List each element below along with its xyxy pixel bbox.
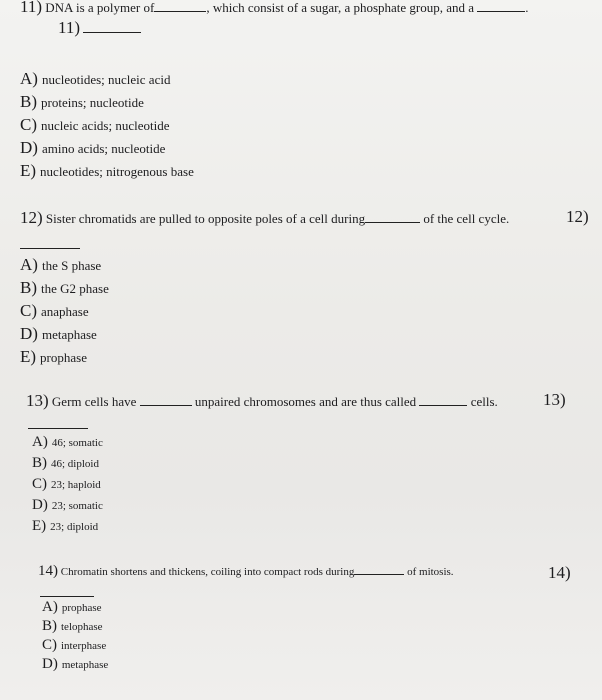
answer-blank [365,211,420,223]
stem-text: , which consist of a sugar, a phosphate group, and a [206,0,475,15]
choice-letter: B) [20,92,37,111]
choice-c[interactable] [32,476,101,493]
question-number: 14) [38,563,58,579]
side-question-number: 13) [543,390,566,409]
choice-letter: C) [20,115,37,134]
choice-text: prophase [40,350,87,365]
choice-text: 46; somatic [51,437,103,449]
choice-c[interactable] [42,637,106,654]
stem-text: Sister chromatids are pulled to opposite poles of a cell during [45,211,366,226]
choice-text: amino acids; nucleotide [41,141,166,156]
answer-blank [419,394,467,406]
choice-letter: E) [20,161,37,180]
stem-text: unpaired chromosomes and are thus called [194,394,417,409]
answer-blank [140,394,192,406]
choice-b[interactable] [32,455,99,472]
answer-blank [477,0,525,12]
question-stem [26,391,498,411]
stem-text: of the cell cycle. [423,211,510,226]
stem-text: of mitosis. [407,566,454,578]
choice-a[interactable] [20,69,170,89]
question-stem [20,208,509,228]
choice-text: telophase [61,621,103,633]
stem-text: Germ cells have [51,394,137,409]
choice-letter: A) [20,255,38,274]
choice-c[interactable] [20,301,89,321]
choice-letter: C) [42,637,57,653]
choice-letter: A) [42,599,58,615]
choice-e[interactable] [32,518,98,535]
choice-letter: E) [20,347,37,366]
stem-text: DNA is a polymer of [45,0,155,15]
choice-text: prophase [61,602,102,614]
choice-letter: D) [20,138,38,157]
choice-a[interactable] [32,434,103,451]
answer-blank[interactable] [28,428,88,429]
choice-letter: E) [32,518,47,534]
choice-text: interphase [61,640,107,652]
answer-blank [154,0,206,12]
choice-text: 23; somatic [51,500,103,512]
stem-text: Chromatin shortens and thickens, coiling into compact rods during [60,566,355,578]
choice-b[interactable] [20,92,144,112]
choice-text: the G2 phase [41,281,109,296]
choice-letter: B) [42,618,57,634]
choice-text: 23; diploid [50,521,99,533]
answer-blank[interactable] [83,21,141,33]
choice-letter: D) [20,324,38,343]
choice-d[interactable] [20,324,97,344]
choice-b[interactable] [20,278,109,298]
choice-text: anaphase [41,304,89,319]
choice-text: nucleotides; nucleic acid [41,72,171,87]
choice-b[interactable] [42,618,103,635]
choice-text: nucleic acids; nucleotide [41,118,170,133]
choice-letter: B) [32,455,47,471]
side-question-number: 11) [58,18,81,37]
choice-text: metaphase [41,327,97,342]
question-number: 12) [20,208,43,227]
choice-letter: D) [42,656,58,672]
stem-text: cells. [470,394,498,409]
choice-d[interactable] [32,497,103,514]
side-question-number: 12) [566,207,589,226]
choice-e[interactable] [20,347,87,367]
choice-text: nucleotides; nitrogenous base [40,164,194,179]
question-stem [38,563,454,580]
choice-letter: D) [32,497,48,513]
question-stem [20,0,529,17]
choice-letter: C) [32,476,47,492]
choice-letter: C) [20,301,37,320]
answer-blank[interactable] [20,248,80,249]
choice-a[interactable] [20,255,101,275]
choice-letter: A) [20,69,38,88]
side-question-number: 14) [548,563,571,582]
choice-text: the S phase [41,258,102,273]
answer-blank [354,564,404,575]
choice-d[interactable] [42,656,108,673]
stem-end: . [525,0,529,15]
question-number: 13) [26,391,49,410]
choice-text: 23; haploid [51,479,101,491]
choice-text: metaphase [61,659,109,671]
choice-text: proteins; nucleotide [41,95,144,110]
choice-letter: B) [20,278,37,297]
choice-d[interactable] [20,138,165,158]
question-number: 11) [20,0,43,16]
answer-blank[interactable] [40,596,94,597]
answer-slot [58,18,141,38]
choice-e[interactable] [20,161,194,181]
choice-letter: A) [32,434,48,450]
choice-c[interactable] [20,115,170,135]
choice-text: 46; diploid [51,458,99,470]
choice-a[interactable] [42,599,102,616]
